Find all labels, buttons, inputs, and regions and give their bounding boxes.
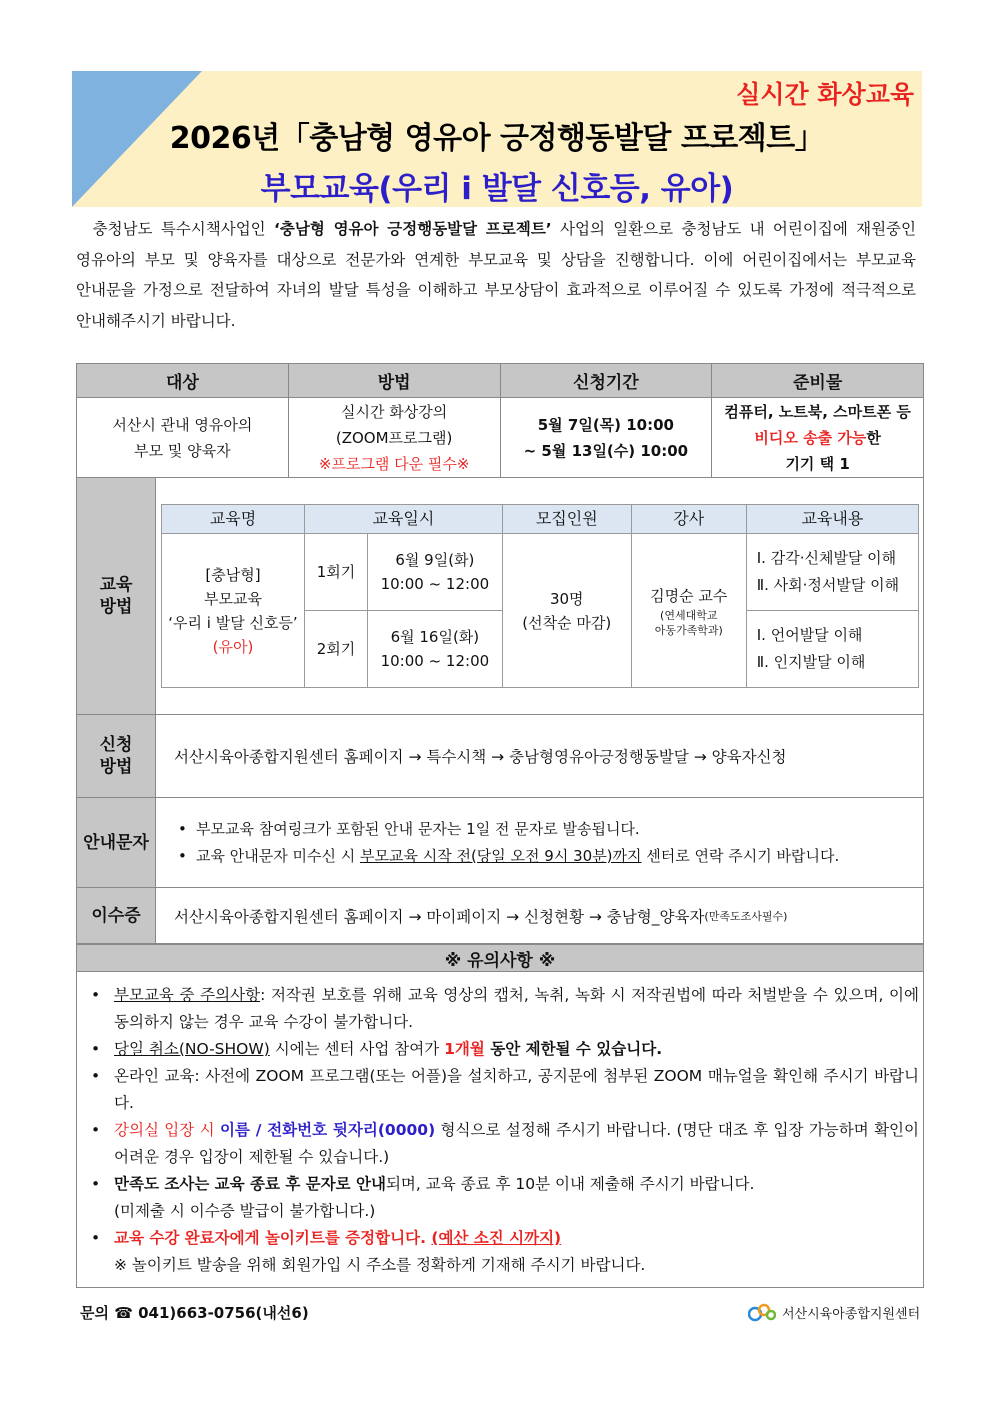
session-2-topic-2: Ⅱ. 인지발달 이해 (756, 653, 866, 671)
session-1-time: 10:00 ~ 12:00 (380, 575, 490, 593)
method-required-note: ※프로그램 다운 필수※ (318, 454, 470, 473)
sms-row (77, 798, 923, 888)
note-2 (114, 1036, 919, 1063)
apply-label: 신청 방법 (77, 715, 156, 797)
cert-small-note: (만족도조사필수) (704, 909, 788, 923)
course-name-cell (162, 534, 305, 688)
supplies-video-note: 비디오 송출 가능 (754, 428, 867, 447)
instructor-affiliation-1: (연세대학교 (660, 608, 718, 622)
course-name-1: [충남형] (205, 565, 261, 584)
supplies-line-1: 컴퓨터, 노트북, 스마트폰 등 (724, 402, 911, 421)
sms-item-2a: 교육 안내문자 미수신 시 (196, 846, 360, 865)
course-header-capacity: 모집인원 (502, 505, 631, 534)
method-line-2: (ZOOM프로그램) (335, 428, 453, 447)
header-target: 대상 (77, 364, 289, 397)
note-6b: (예산 소진 시까지) (431, 1229, 562, 1247)
course-header-content: 교육내용 (746, 505, 918, 534)
note-1 (114, 982, 919, 1036)
note-2d: 동안 제한될 수 있습니다. (484, 1040, 663, 1058)
page-title: 2026년「충남형 영유아 긍정행동발달 프로젝트」 (169, 121, 825, 156)
notes-title: ※ 유의사항 ※ (77, 945, 923, 972)
supplies-line-2 (754, 425, 880, 451)
capacity-cell (502, 534, 631, 688)
intro-text-2: 사업의 일환으로 충청남도 내 어린이집에 재원중인 영유아의 부모 및 양육자를 대상으로 전문가와 연계한 부모교육 및 상담을 진행합니다. 이에 어린이집에서는 부모교육 안내문을 가정으로 전달하여 자녀의 발달 특성을 이해하고 부모상담이 효과적으로 이루어질 수 있도록 가정에 적극적으로 안내해주시기 바랍니다. (76, 220, 917, 330)
sms-item-2 (196, 843, 839, 870)
session-2-time: 10:00 ~ 12:00 (380, 652, 490, 670)
note-3: • 온라인 교육: 사전에 ZOOM 프로그램(또는 어플)을 설치하고, 공지문에 첨부된 ZOOM 매뉴얼을 확인해 주시기 바랍니다. (114, 1063, 919, 1117)
instructor-cell (631, 534, 746, 688)
org-logo-icon (748, 1302, 776, 1322)
target-cell (77, 398, 289, 477)
apply-row (77, 715, 923, 798)
session-2-topic-1: Ⅰ. 언어발달 이해 (756, 626, 863, 644)
period-start: 5월 7일(목) 10:00 (537, 415, 674, 434)
note-4 (114, 1117, 919, 1171)
note-2c: 1개월 (444, 1040, 485, 1058)
cert-text: 서산시육아종합지원센터 홈페이지 → 마이페이지 → 신청현황 → 충남형_양육자 (174, 907, 705, 926)
table-header-row (77, 364, 923, 398)
cert-row (77, 888, 923, 943)
session-2-datetime (368, 611, 503, 688)
notes-section (76, 944, 924, 1288)
edu-method-row (77, 478, 923, 715)
method-line-1: 실시간 화상강의 (341, 402, 448, 421)
session-1-topic-1: Ⅰ. 감각·신체발달 이해 (756, 549, 897, 567)
note-6a: 교육 수강 완료자에게 놀이키트를 증정합니다. (114, 1229, 432, 1247)
session-1-topics (746, 534, 918, 611)
sms-item-1: • 부모교육 참여링크가 포함된 안내 문자는 1일 전 문자로 발송됩니다. (196, 816, 839, 843)
target-line-2: 부모 및 양육자 (134, 441, 231, 460)
intro-paragraph (76, 214, 916, 336)
info-table (76, 363, 924, 944)
instructor-affiliation-2: 아동가족학과) (654, 623, 723, 637)
cert-label: 이수증 (77, 888, 156, 943)
banner-tag: 실시간 화상교육 (736, 80, 914, 109)
intro-text-1: 충청남도 특수시책사업인 (92, 220, 274, 238)
intro-project-name: ‘충남형 영유아 긍정행동발달 프로젝트’ (273, 220, 552, 238)
table-info-row (77, 398, 923, 478)
cert-content (156, 888, 923, 943)
apply-text: 서산시육아종합지원센터 홈페이지 → 특수시책 → 충남형영유아긍정행동발달 → 양육자신청 (174, 748, 787, 766)
note-5 (114, 1171, 919, 1225)
session-1-date: 6월 9일(화) (395, 551, 475, 569)
notes-list (77, 982, 923, 1279)
note-1a: 부모교육 중 주의사항 (114, 986, 261, 1004)
header-period: 신청기간 (501, 364, 713, 397)
note-5b: 되며, 교육 종료 후 10분 이내 제출해 주시기 바랍니다. (385, 1175, 755, 1193)
session-row-1 (162, 534, 919, 611)
course-header-name: 교육명 (162, 505, 305, 534)
period-end: ~ 5월 13일(수) 10:00 (523, 441, 689, 460)
course-name-3: ‘우리 i 발달 신호등’ (168, 613, 298, 632)
note-2b: 시에는 센터 사업 참여가 (269, 1040, 445, 1058)
course-header-instructor: 강사 (631, 505, 746, 534)
edu-method-label: 교육 방법 (77, 478, 156, 714)
method-cell (289, 398, 501, 477)
sms-item-2c: 센터로 연락 주시기 바랍니다. (641, 846, 840, 865)
header-supplies: 준비물 (792, 373, 843, 393)
instructor-name: 김명순 교수 (650, 586, 728, 605)
sms-item-2b: 부모교육 시작 전(당일 오전 9시 30분)까지 (359, 846, 642, 865)
session-1-no: 1회기 (305, 534, 368, 611)
course-header-row (162, 505, 919, 534)
sms-content (156, 798, 923, 887)
note-6 (114, 1225, 919, 1279)
supplies-suffix: 한 (866, 428, 881, 447)
note-2a: 당일 취소(NO-SHOW) (114, 1040, 270, 1058)
session-2-no: 2회기 (305, 611, 368, 688)
capacity-note: (선착순 마감) (522, 613, 612, 632)
note-5c: (미제출 시 이수증 발급이 불가합니다.) (114, 1202, 376, 1220)
course-name-4: (유아) (212, 637, 254, 656)
session-2-topics (746, 611, 918, 688)
contact-info: 문의 ☎ 041)663-0756(내선6) (80, 1304, 309, 1322)
title-banner (72, 71, 922, 207)
course-name-2: 부모교육 (204, 589, 262, 608)
session-1-datetime (368, 534, 503, 611)
period-cell (501, 398, 713, 477)
org-name: 서산시육아종합지원센터 (782, 1306, 921, 1322)
session-1-topic-2: Ⅱ. 사회·정서발달 이해 (756, 576, 900, 594)
session-2-date: 6월 16일(화) (390, 628, 480, 646)
sms-list (174, 816, 839, 870)
page-subtitle: 부모교육(우리 i 발달 신호등, 유아) (260, 171, 734, 207)
supplies-cell (712, 398, 923, 477)
capacity-count: 30명 (549, 589, 584, 608)
course-table (161, 504, 919, 688)
header-method: 방법 (289, 364, 501, 397)
note-4c: 형식으로 설정해 주시기 바랍니다. (명단 대조 후 입장 가능하며 확인이 어려운 경우 입장이 제한될 수 있습니다.) (114, 1121, 920, 1166)
supplies-line-3: 기기 택 1 (785, 454, 850, 473)
note-5a: 만족도 조사는 교육 종료 후 문자로 안내 (114, 1175, 386, 1193)
course-header-date: 교육일시 (305, 505, 503, 534)
note-4b: 이름 / 전화번호 뒷자리(0000) (219, 1121, 436, 1139)
note-4a: 강의실 입장 시 (114, 1121, 220, 1139)
target-line-1: 서산시 관내 영유아의 (112, 415, 253, 434)
sms-label: 안내문자 (77, 798, 156, 887)
note-1b: : 저작권 보호를 위해 교육 영상의 캡처, 녹취, 녹화 시 저작권법에 따라 처벌받을 수 있으며, 이에 동의하지 않는 경우 교육 수강이 불가합니다. (114, 986, 919, 1031)
org-logo (748, 1302, 920, 1322)
note-6c: ※ 놀이키트 발송을 위해 회원가입 시 주소를 정확하게 기재해 주시기 바랍니다. (114, 1256, 646, 1274)
